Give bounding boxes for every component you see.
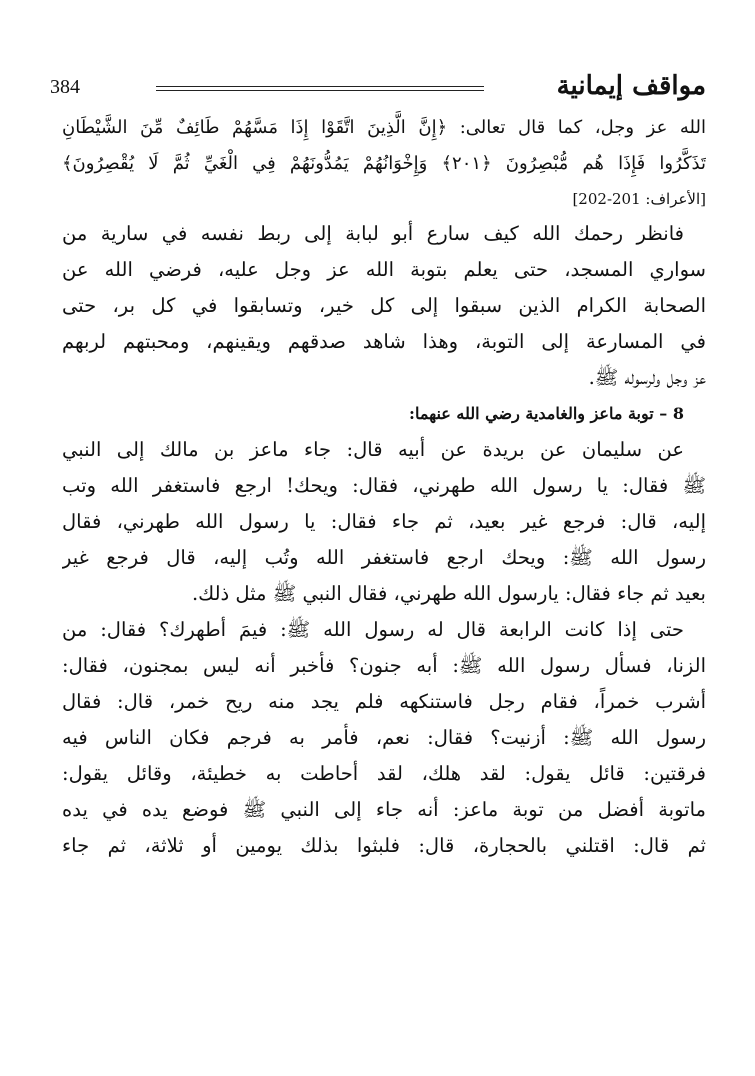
page-number: 384 [50,76,80,98]
text-line: رسول الله ﷺ: ويحك ارجع فاستغفر الله وتُب إليه، قال فرجع غير [62,546,706,569]
text-line: في المسارعة إلى التوبة، وهذا شاهد صدقهم ويقينهم، ومحبتهم لربهم [62,330,706,353]
text-line: الزنا، فسأل رسول الله ﷺ: أبه جنون؟ فأخبر أنه ليس بمجنون، فقال: [62,654,706,677]
text-line: عز وجل ولرسوله ﷺ. [588,366,706,389]
text-line: بعيد ثم جاء فقال: يارسول الله طهرني، فقال النبي ﷺ مثل ذلك. [191,582,706,605]
running-title: مواقف إيمانية [556,71,706,101]
text-line: سواري المسجد، حتى يعلم بتوبة الله عز وجل عليه، فرضي الله عن [62,258,706,281]
text-line: ماتوبة أفضل من توبة ماعز: أنه جاء إلى النبي ﷺ فوضع يده في يده [62,798,706,821]
text-line: إليه، قال: فرجع غير بعيد، ثم جاء فقال: يا رسول الله طهرني، فقال [62,510,706,533]
page-header [50,66,706,110]
text-line: تَذَكَّرُوا فَإِذَا هُم مُّبْصِرُونَ ﴿٢٠١﴾ وَإِخْوَانُهُمْ يَمُدُّونَهُمْ فِي الْغَيِّ ثُمَّ لَا يُقْصِرُونَ﴾ [62,153,706,174]
page-body [62,110,706,864]
text-line: رسول الله ﷺ: أزنيت؟ فقال: نعم، فأمر به فرجم فكان الناس فيه [62,726,706,749]
header-rule-left [156,86,484,87]
text-line: فرقتين: قائل يقول: لقد هلك، لقد أحاطت به خطيئة، وقائل يقول: [62,762,706,785]
text-line: حتى إذا كانت الرابعة قال له رسول الله ﷺ: فيمَ أطهرك؟ فقال: من [62,618,684,641]
text-line: أشرب خمراً، فقام رجل فاستنكهه فلم يجد منه ريح خمر، قال: فقال [62,690,706,713]
section-heading: 8 – توبة ماعز والغامدية رضي الله عنهما: [409,404,684,423]
text-line: الله عز وجل، كما قال تعالى: ﴿إِنَّ الَّذِينَ اتَّقَوْا إِذَا مَسَّهُمْ طَائِفٌ مِّنَ الشَّيْطَانِ [62,117,706,138]
text-line: ثم قال: اقتلني بالحجارة، قال: فلبثوا بذلك يومين أو ثلاثة، ثم جاء [62,834,706,857]
text-line: عن سليمان عن بريدة عن أبيه قال: جاء ماعز بن مالك إلى النبي [62,438,684,461]
text-line: الصحابة الكرام الذين سبقوا إلى كل خير، وتسابقوا في كل بر، حتى [62,294,706,317]
text-line: ﷺ فقال: يا رسول الله طهرني، فقال: ويحك! ارجع فاستغفر الله وتب [62,474,706,497]
verse-reference: [الأعراف: 201-202] [572,190,706,208]
text-line: فانظر رحمك الله كيف سارع أبو لبابة إلى ربط نفسه في سارية من [62,222,684,245]
